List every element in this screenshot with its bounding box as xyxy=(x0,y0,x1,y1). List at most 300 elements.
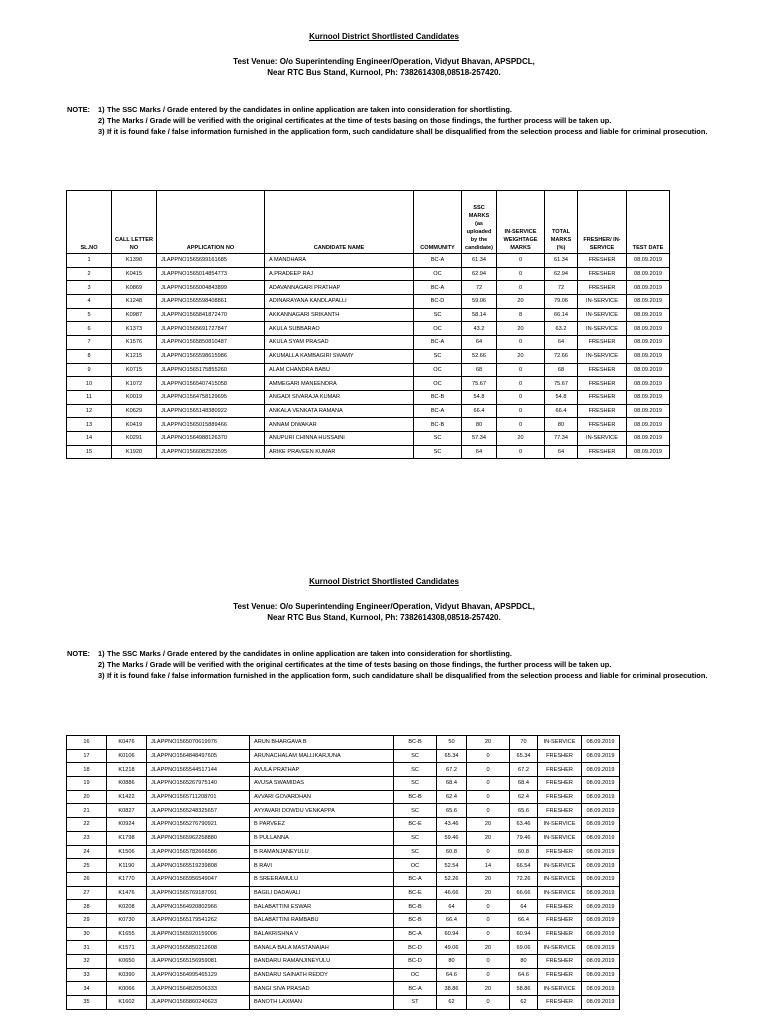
candidate-name-cell: AVVARI GOVARDHAN xyxy=(250,790,394,804)
total-marks-cell: 80 xyxy=(545,418,578,432)
total-marks-cell: 72.66 xyxy=(545,349,578,363)
application-no-cell: JLAPPNO1564758129695 xyxy=(157,390,265,404)
fresher-cell: FRESHER xyxy=(538,749,582,763)
sl-cell: 23 xyxy=(67,831,107,845)
note-item: 1) The SSC Marks / Grade entered by the candidates in online application are taken into consideration for shortlisting. xyxy=(98,649,512,658)
ssc-marks-cell: 50 xyxy=(437,736,467,750)
community-cell: BC-A xyxy=(394,927,437,941)
note-label: NOTE: xyxy=(67,649,90,658)
ssc-marks-cell: 80 xyxy=(437,955,467,969)
candidate-name-cell: ARUNACHALAM MALLIKARJUNA xyxy=(250,749,394,763)
weightage-cell: 20 xyxy=(497,349,545,363)
table-row xyxy=(67,968,620,982)
test-date-cell: 08.09.2019 xyxy=(582,749,620,763)
total-marks-cell: 64 xyxy=(510,900,538,914)
candidates-table xyxy=(66,735,620,1010)
ssc-marks-cell: 75.67 xyxy=(462,377,497,391)
candidate-name-cell: BANALA BALA MASTANAIAH xyxy=(250,941,394,955)
call-letter-cell: K0650 xyxy=(107,955,147,969)
fresher-cell: IN-SERVICE xyxy=(538,736,582,750)
fresher-cell: FRESHER xyxy=(538,913,582,927)
total-marks-cell: 72 xyxy=(545,281,578,295)
fresher-cell: IN-SERVICE xyxy=(578,349,627,363)
weightage-cell: 0 xyxy=(467,913,510,927)
fresher-cell: IN-SERVICE xyxy=(578,308,627,322)
fresher-cell: FRESHER xyxy=(538,955,582,969)
ssc-marks-cell: 72 xyxy=(462,281,497,295)
application-no-cell: JLAPPNO1565691727847 xyxy=(157,322,265,336)
sl-cell: 4 xyxy=(67,295,112,309)
community-cell: BC-E xyxy=(394,818,437,832)
call-letter-cell: K0715 xyxy=(112,363,157,377)
test-date-cell: 08.09.2019 xyxy=(582,927,620,941)
weightage-cell: 20 xyxy=(467,818,510,832)
community-cell: BC-A xyxy=(414,404,462,418)
fresher-cell: FRESHER xyxy=(578,254,627,268)
test-date-cell: 08.09.2019 xyxy=(582,804,620,818)
total-marks-cell: 54.8 xyxy=(545,390,578,404)
table-row xyxy=(67,377,670,391)
test-date-cell: 08.09.2019 xyxy=(582,859,620,873)
weightage-cell: 0 xyxy=(467,749,510,763)
table-row xyxy=(67,777,620,791)
application-no-cell: JLAPPNO1565004843899 xyxy=(157,281,265,295)
total-marks-cell: 63.2 xyxy=(545,322,578,336)
total-marks-cell: 79.06 xyxy=(545,295,578,309)
call-letter-cell: K0291 xyxy=(112,431,157,445)
weightage-cell: 0 xyxy=(467,955,510,969)
candidate-name-cell: A MANDHARA xyxy=(265,254,414,268)
note-block xyxy=(67,104,717,137)
community-cell: SC xyxy=(394,763,437,777)
table-row xyxy=(67,763,620,777)
application-no-cell: JLAPPNO1565699161685 xyxy=(157,254,265,268)
sl-cell: 2 xyxy=(67,267,112,281)
header-community: COMMUNITY xyxy=(414,191,462,254)
table-row xyxy=(67,900,620,914)
ssc-marks-cell: 68 xyxy=(462,363,497,377)
candidate-name-cell: ANUPURI CHINNA HUSSAINI xyxy=(265,431,414,445)
candidate-name-cell: AMMEGARI MANEENDRA xyxy=(265,377,414,391)
community-cell: BC-D xyxy=(414,295,462,309)
ssc-marks-cell: 60.94 xyxy=(437,927,467,941)
community-cell: BC-A xyxy=(394,872,437,886)
call-letter-cell: K0987 xyxy=(112,308,157,322)
community-cell: BC-A xyxy=(414,254,462,268)
application-no-cell: JLAPPNO1565407415058 xyxy=(157,377,265,391)
call-letter-cell: K0106 xyxy=(107,749,147,763)
table-row xyxy=(67,872,620,886)
ssc-marks-cell: 60.8 xyxy=(437,845,467,859)
community-cell: OC xyxy=(414,377,462,391)
ssc-marks-cell: 80 xyxy=(462,418,497,432)
application-no-cell: JLAPPNO1564920802966 xyxy=(147,900,250,914)
sl-cell: 26 xyxy=(67,872,107,886)
weightage-cell: 0 xyxy=(497,254,545,268)
call-letter-cell: K0827 xyxy=(107,804,147,818)
application-no-cell: JLAPPNO1565860240623 xyxy=(147,996,250,1010)
call-letter-cell: K0629 xyxy=(112,404,157,418)
header-candidate-name: CANDIDATE NAME xyxy=(265,191,414,254)
candidate-name-cell: B PARVEEZ xyxy=(250,818,394,832)
sl-cell: 9 xyxy=(67,363,112,377)
candidates-table xyxy=(66,190,670,459)
table-row xyxy=(67,336,670,350)
test-date-cell: 08.09.2019 xyxy=(627,363,670,377)
candidate-name-cell: BANDARU SAINATH REDDY xyxy=(250,968,394,982)
candidate-name-cell: ARIKE PRAVEEN KUMAR xyxy=(265,445,414,459)
total-marks-cell: 65.6 xyxy=(510,804,538,818)
candidate-name-cell: AKULA SUBBARAO xyxy=(265,322,414,336)
table-row xyxy=(67,445,670,459)
call-letter-cell: K1770 xyxy=(107,872,147,886)
ssc-marks-cell: 64.6 xyxy=(437,968,467,982)
candidate-name-cell: ADAVANNAGARI PRATHAP xyxy=(265,281,414,295)
call-letter-cell: K1476 xyxy=(107,886,147,900)
sl-cell: 12 xyxy=(67,404,112,418)
community-cell: OC xyxy=(414,322,462,336)
total-marks-cell: 61.34 xyxy=(545,254,578,268)
sl-cell: 7 xyxy=(67,336,112,350)
weightage-cell: 0 xyxy=(467,763,510,777)
ssc-marks-cell: 66.4 xyxy=(462,404,497,418)
candidate-name-cell: AKKANNAGARI SRIKANTH xyxy=(265,308,414,322)
sl-cell: 17 xyxy=(67,749,107,763)
table-row xyxy=(67,349,670,363)
weightage-cell: 0 xyxy=(497,377,545,391)
candidate-name-cell: ADINARAYANA KANDLAPALLI xyxy=(265,295,414,309)
test-date-cell: 08.09.2019 xyxy=(582,790,620,804)
fresher-cell: IN-SERVICE xyxy=(538,982,582,996)
total-marks-cell: 72.26 xyxy=(510,872,538,886)
call-letter-cell: K1655 xyxy=(107,927,147,941)
total-marks-cell: 58.86 xyxy=(510,982,538,996)
application-no-cell: JLAPPNO1565014854773 xyxy=(157,267,265,281)
community-cell: BC-B xyxy=(394,900,437,914)
ssc-marks-cell: 59.06 xyxy=(462,295,497,309)
candidate-name-cell: BALAKRISHNA V xyxy=(250,927,394,941)
fresher-cell: FRESHER xyxy=(538,968,582,982)
table-row xyxy=(67,281,670,295)
ssc-marks-cell: 62.4 xyxy=(437,790,467,804)
fresher-cell: FRESHER xyxy=(538,845,582,859)
weightage-cell: 0 xyxy=(467,900,510,914)
sl-cell: 21 xyxy=(67,804,107,818)
sl-cell: 25 xyxy=(67,859,107,873)
sl-cell: 16 xyxy=(67,736,107,750)
table-row xyxy=(67,804,620,818)
total-marks-cell: 64 xyxy=(545,445,578,459)
application-no-cell: JLAPPNO1565962258880 xyxy=(147,831,250,845)
total-marks-cell: 62.4 xyxy=(510,790,538,804)
fresher-cell: IN-SERVICE xyxy=(578,431,627,445)
application-no-cell: JLAPPNO1565598408861 xyxy=(157,295,265,309)
fresher-cell: FRESHER xyxy=(578,418,627,432)
sl-cell: 31 xyxy=(67,941,107,955)
test-venue xyxy=(0,56,768,78)
note-item: 2) The Marks / Grade will be verified with the original certificates at the time of tests basing on those findings, the further process will be taken up. xyxy=(98,116,612,125)
total-marks-cell: 68 xyxy=(545,363,578,377)
application-no-cell: JLAPPNO1565920159006 xyxy=(147,927,250,941)
sl-cell: 15 xyxy=(67,445,112,459)
community-cell: ST xyxy=(394,996,437,1010)
weightage-cell: 20 xyxy=(467,736,510,750)
weightage-cell: 0 xyxy=(467,968,510,982)
call-letter-cell: K0390 xyxy=(107,968,147,982)
test-date-cell: 08.09.2019 xyxy=(627,390,670,404)
sl-cell: 35 xyxy=(67,996,107,1010)
venue-line-2: Near RTC Bus Stand, Kurnool, Ph: 7382614308,08518-257420. xyxy=(267,68,501,77)
sl-cell: 8 xyxy=(67,349,112,363)
call-letter-cell: K1602 xyxy=(107,996,147,1010)
ssc-marks-cell: 62.94 xyxy=(462,267,497,281)
application-no-cell: JLAPPNO1565598615986 xyxy=(157,349,265,363)
total-marks-cell: 64.6 xyxy=(510,968,538,982)
weightage-cell: 8 xyxy=(497,308,545,322)
application-no-cell: JLAPPNO1564848497605 xyxy=(147,749,250,763)
ssc-marks-cell: 66.4 xyxy=(437,913,467,927)
test-date-cell: 08.09.2019 xyxy=(582,996,620,1010)
ssc-marks-cell: 64 xyxy=(462,336,497,350)
application-no-cell: JLAPPNO1565850212608 xyxy=(147,941,250,955)
application-no-cell: JLAPPNO1565850810487 xyxy=(157,336,265,350)
candidate-name-cell: B SREERAMULU xyxy=(250,872,394,886)
application-no-cell: JLAPPNO1565070619976 xyxy=(147,736,250,750)
test-date-cell: 08.09.2019 xyxy=(582,777,620,791)
call-letter-cell: K0869 xyxy=(112,281,157,295)
fresher-cell: FRESHER xyxy=(578,445,627,459)
sl-cell: 19 xyxy=(67,777,107,791)
total-marks-cell: 66.14 xyxy=(545,308,578,322)
ssc-marks-cell: 65.6 xyxy=(437,804,467,818)
call-letter-cell: K1072 xyxy=(112,377,157,391)
test-date-cell: 08.09.2019 xyxy=(582,941,620,955)
test-date-cell: 08.09.2019 xyxy=(627,267,670,281)
community-cell: BC-D xyxy=(394,941,437,955)
application-no-cell: JLAPPNO1565711208701 xyxy=(147,790,250,804)
table-row xyxy=(67,845,620,859)
community-cell: BC-B xyxy=(394,913,437,927)
sl-cell: 18 xyxy=(67,763,107,777)
application-no-cell: JLAPPNO1565248325657 xyxy=(147,804,250,818)
test-date-cell: 08.09.2019 xyxy=(627,349,670,363)
ssc-marks-cell: 46.66 xyxy=(437,886,467,900)
call-letter-cell: K0066 xyxy=(107,982,147,996)
table-row xyxy=(67,790,620,804)
fresher-cell: FRESHER xyxy=(578,377,627,391)
total-marks-cell: 64 xyxy=(545,336,578,350)
weightage-cell: 20 xyxy=(497,431,545,445)
table-row xyxy=(67,941,620,955)
weightage-cell: 20 xyxy=(467,886,510,900)
community-cell: SC xyxy=(414,445,462,459)
test-date-cell: 08.09.2019 xyxy=(627,418,670,432)
fresher-cell: IN-SERVICE xyxy=(538,818,582,832)
application-no-cell: JLAPPNO1565519239808 xyxy=(147,859,250,873)
community-cell: BC-B xyxy=(394,736,437,750)
weightage-cell: 20 xyxy=(497,295,545,309)
ssc-marks-cell: 59.46 xyxy=(437,831,467,845)
application-no-cell: JLAPPNO1565156959081 xyxy=(147,955,250,969)
candidate-name-cell: BANOTH LAXMAN xyxy=(250,996,394,1010)
header-inservice-weightage: IN-SERVICE WEIGHTAGE MARKS xyxy=(497,191,545,254)
note-label: NOTE: xyxy=(67,105,90,114)
sl-cell: 13 xyxy=(67,418,112,432)
sl-cell: 30 xyxy=(67,927,107,941)
candidate-name-cell: AVULA PRATHAP xyxy=(250,763,394,777)
sl-cell: 33 xyxy=(67,968,107,982)
total-marks-cell: 60.94 xyxy=(510,927,538,941)
header-total-marks: TOTAL MARKS (%) xyxy=(545,191,578,254)
total-marks-cell: 66.54 xyxy=(510,859,538,873)
table-row xyxy=(67,955,620,969)
fresher-cell: FRESHER xyxy=(578,363,627,377)
ssc-marks-cell: 57.34 xyxy=(462,431,497,445)
weightage-cell: 20 xyxy=(467,831,510,845)
candidate-name-cell: A.PRADEEP RAJ xyxy=(265,267,414,281)
header-application-no: APPLICATION NO xyxy=(157,191,265,254)
ssc-marks-cell: 43.46 xyxy=(437,818,467,832)
total-marks-cell: 68.4 xyxy=(510,777,538,791)
test-date-cell: 08.09.2019 xyxy=(582,736,620,750)
table-row xyxy=(67,363,670,377)
candidate-name-cell: ANGADI SIVARAJA KUMAR xyxy=(265,390,414,404)
community-cell: OC xyxy=(414,267,462,281)
fresher-cell: FRESHER xyxy=(578,336,627,350)
table-row xyxy=(67,254,670,268)
total-marks-cell: 69.06 xyxy=(510,941,538,955)
candidate-name-cell: ARUN BHARGAVA B xyxy=(250,736,394,750)
table-row xyxy=(67,831,620,845)
community-cell: OC xyxy=(394,968,437,982)
call-letter-cell: K0415 xyxy=(112,267,157,281)
fresher-cell: FRESHER xyxy=(578,267,627,281)
fresher-cell: FRESHER xyxy=(538,927,582,941)
community-cell: SC xyxy=(414,349,462,363)
call-letter-cell: K1373 xyxy=(112,322,157,336)
weightage-cell: 0 xyxy=(467,996,510,1010)
candidate-name-cell: ALAM CHANDRA BABU xyxy=(265,363,414,377)
weightage-cell: 0 xyxy=(497,363,545,377)
weightage-cell: 0 xyxy=(467,804,510,818)
venue-line-1: Test Venue: O/o Superintending Engineer/Operation, Vidyut Bhavan, APSPDCL, xyxy=(233,57,535,66)
total-marks-cell: 80 xyxy=(510,955,538,969)
application-no-cell: JLAPPNO1565769187091 xyxy=(147,886,250,900)
application-no-cell: JLAPPNO1565782666586 xyxy=(147,845,250,859)
ssc-marks-cell: 68.4 xyxy=(437,777,467,791)
header-sl: SL.NO xyxy=(67,191,112,254)
fresher-cell: FRESHER xyxy=(538,790,582,804)
table-row xyxy=(67,818,620,832)
weightage-cell: 0 xyxy=(497,418,545,432)
community-cell: BC-B xyxy=(394,790,437,804)
test-date-cell: 08.09.2019 xyxy=(582,982,620,996)
page-title: Kurnool District Shortlisted Candidates xyxy=(309,577,459,586)
application-no-cell: JLAPPNO1565267975140 xyxy=(147,777,250,791)
table-row xyxy=(67,390,670,404)
ssc-marks-cell: 67.2 xyxy=(437,763,467,777)
table-row xyxy=(67,749,620,763)
weightage-cell: 20 xyxy=(467,941,510,955)
ssc-marks-cell: 43.2 xyxy=(462,322,497,336)
total-marks-cell: 66.4 xyxy=(510,913,538,927)
test-date-cell: 08.09.2019 xyxy=(582,913,620,927)
sl-cell: 34 xyxy=(67,982,107,996)
ssc-marks-cell: 64 xyxy=(437,900,467,914)
community-cell: SC xyxy=(394,777,437,791)
candidate-name-cell: ANKALA VENKATA RAMANA xyxy=(265,404,414,418)
weightage-cell: 14 xyxy=(467,859,510,873)
fresher-cell: IN-SERVICE xyxy=(538,831,582,845)
candidate-name-cell: BAGILI DADAVALI xyxy=(250,886,394,900)
table-row xyxy=(67,295,670,309)
call-letter-cell: K1248 xyxy=(112,295,157,309)
table-row xyxy=(67,736,620,750)
test-date-cell: 08.09.2019 xyxy=(627,404,670,418)
call-letter-cell: K1798 xyxy=(107,831,147,845)
candidate-name-cell: BANGI SIVA PRASAD xyxy=(250,982,394,996)
weightage-cell: 0 xyxy=(467,845,510,859)
test-date-cell: 08.09.2019 xyxy=(627,322,670,336)
total-marks-cell: 66.4 xyxy=(545,404,578,418)
candidate-name-cell: BALABATTINI RAMBABU xyxy=(250,913,394,927)
note-block xyxy=(67,648,717,681)
call-letter-cell: K0419 xyxy=(112,418,157,432)
application-no-cell: JLAPPNO1564820506333 xyxy=(147,982,250,996)
venue-line-2: Near RTC Bus Stand, Kurnool, Ph: 7382614308,08518-257420. xyxy=(267,613,501,622)
call-letter-cell: K0730 xyxy=(107,913,147,927)
total-marks-cell: 79.46 xyxy=(510,831,538,845)
total-marks-cell: 75.67 xyxy=(545,377,578,391)
candidate-name-cell: AKUMALLA KAMBAGIRI SWAMY xyxy=(265,349,414,363)
note-item: 2) The Marks / Grade will be verified with the original certificates at the time of tests basing on those findings, the further process will be taken up. xyxy=(98,660,612,669)
fresher-cell: IN-SERVICE xyxy=(538,941,582,955)
test-date-cell: 08.09.2019 xyxy=(582,763,620,777)
sl-cell: 6 xyxy=(67,322,112,336)
page-title: Kurnool District Shortlisted Candidates xyxy=(309,32,459,41)
weightage-cell: 20 xyxy=(467,982,510,996)
weightage-cell: 20 xyxy=(497,322,545,336)
table-row xyxy=(67,308,670,322)
community-cell: SC xyxy=(394,749,437,763)
community-cell: SC xyxy=(414,431,462,445)
application-no-cell: JLAPPNO1565175855260 xyxy=(157,363,265,377)
table-row xyxy=(67,927,620,941)
test-venue xyxy=(0,601,768,623)
fresher-cell: FRESHER xyxy=(538,763,582,777)
call-letter-cell: K1920 xyxy=(112,445,157,459)
table-row xyxy=(67,913,620,927)
test-date-cell: 08.09.2019 xyxy=(627,431,670,445)
call-letter-cell: K0019 xyxy=(112,390,157,404)
weightage-cell: 0 xyxy=(497,404,545,418)
total-marks-cell: 70 xyxy=(510,736,538,750)
table-row xyxy=(67,886,620,900)
application-no-cell: JLAPPNO1565148380922 xyxy=(157,404,265,418)
community-cell: BC-A xyxy=(414,281,462,295)
sl-cell: 11 xyxy=(67,390,112,404)
application-no-cell: JLAPPNO1565956549047 xyxy=(147,872,250,886)
table-row xyxy=(67,322,670,336)
candidate-name-cell: BALABATTINI ESWAR xyxy=(250,900,394,914)
community-cell: OC xyxy=(394,859,437,873)
sl-cell: 1 xyxy=(67,254,112,268)
test-date-cell: 08.09.2019 xyxy=(627,336,670,350)
community-cell: BC-B xyxy=(414,390,462,404)
fresher-cell: FRESHER xyxy=(538,777,582,791)
call-letter-cell: K1218 xyxy=(107,763,147,777)
candidate-name-cell: AYYAVARI DOWDU VENKAPPA xyxy=(250,804,394,818)
